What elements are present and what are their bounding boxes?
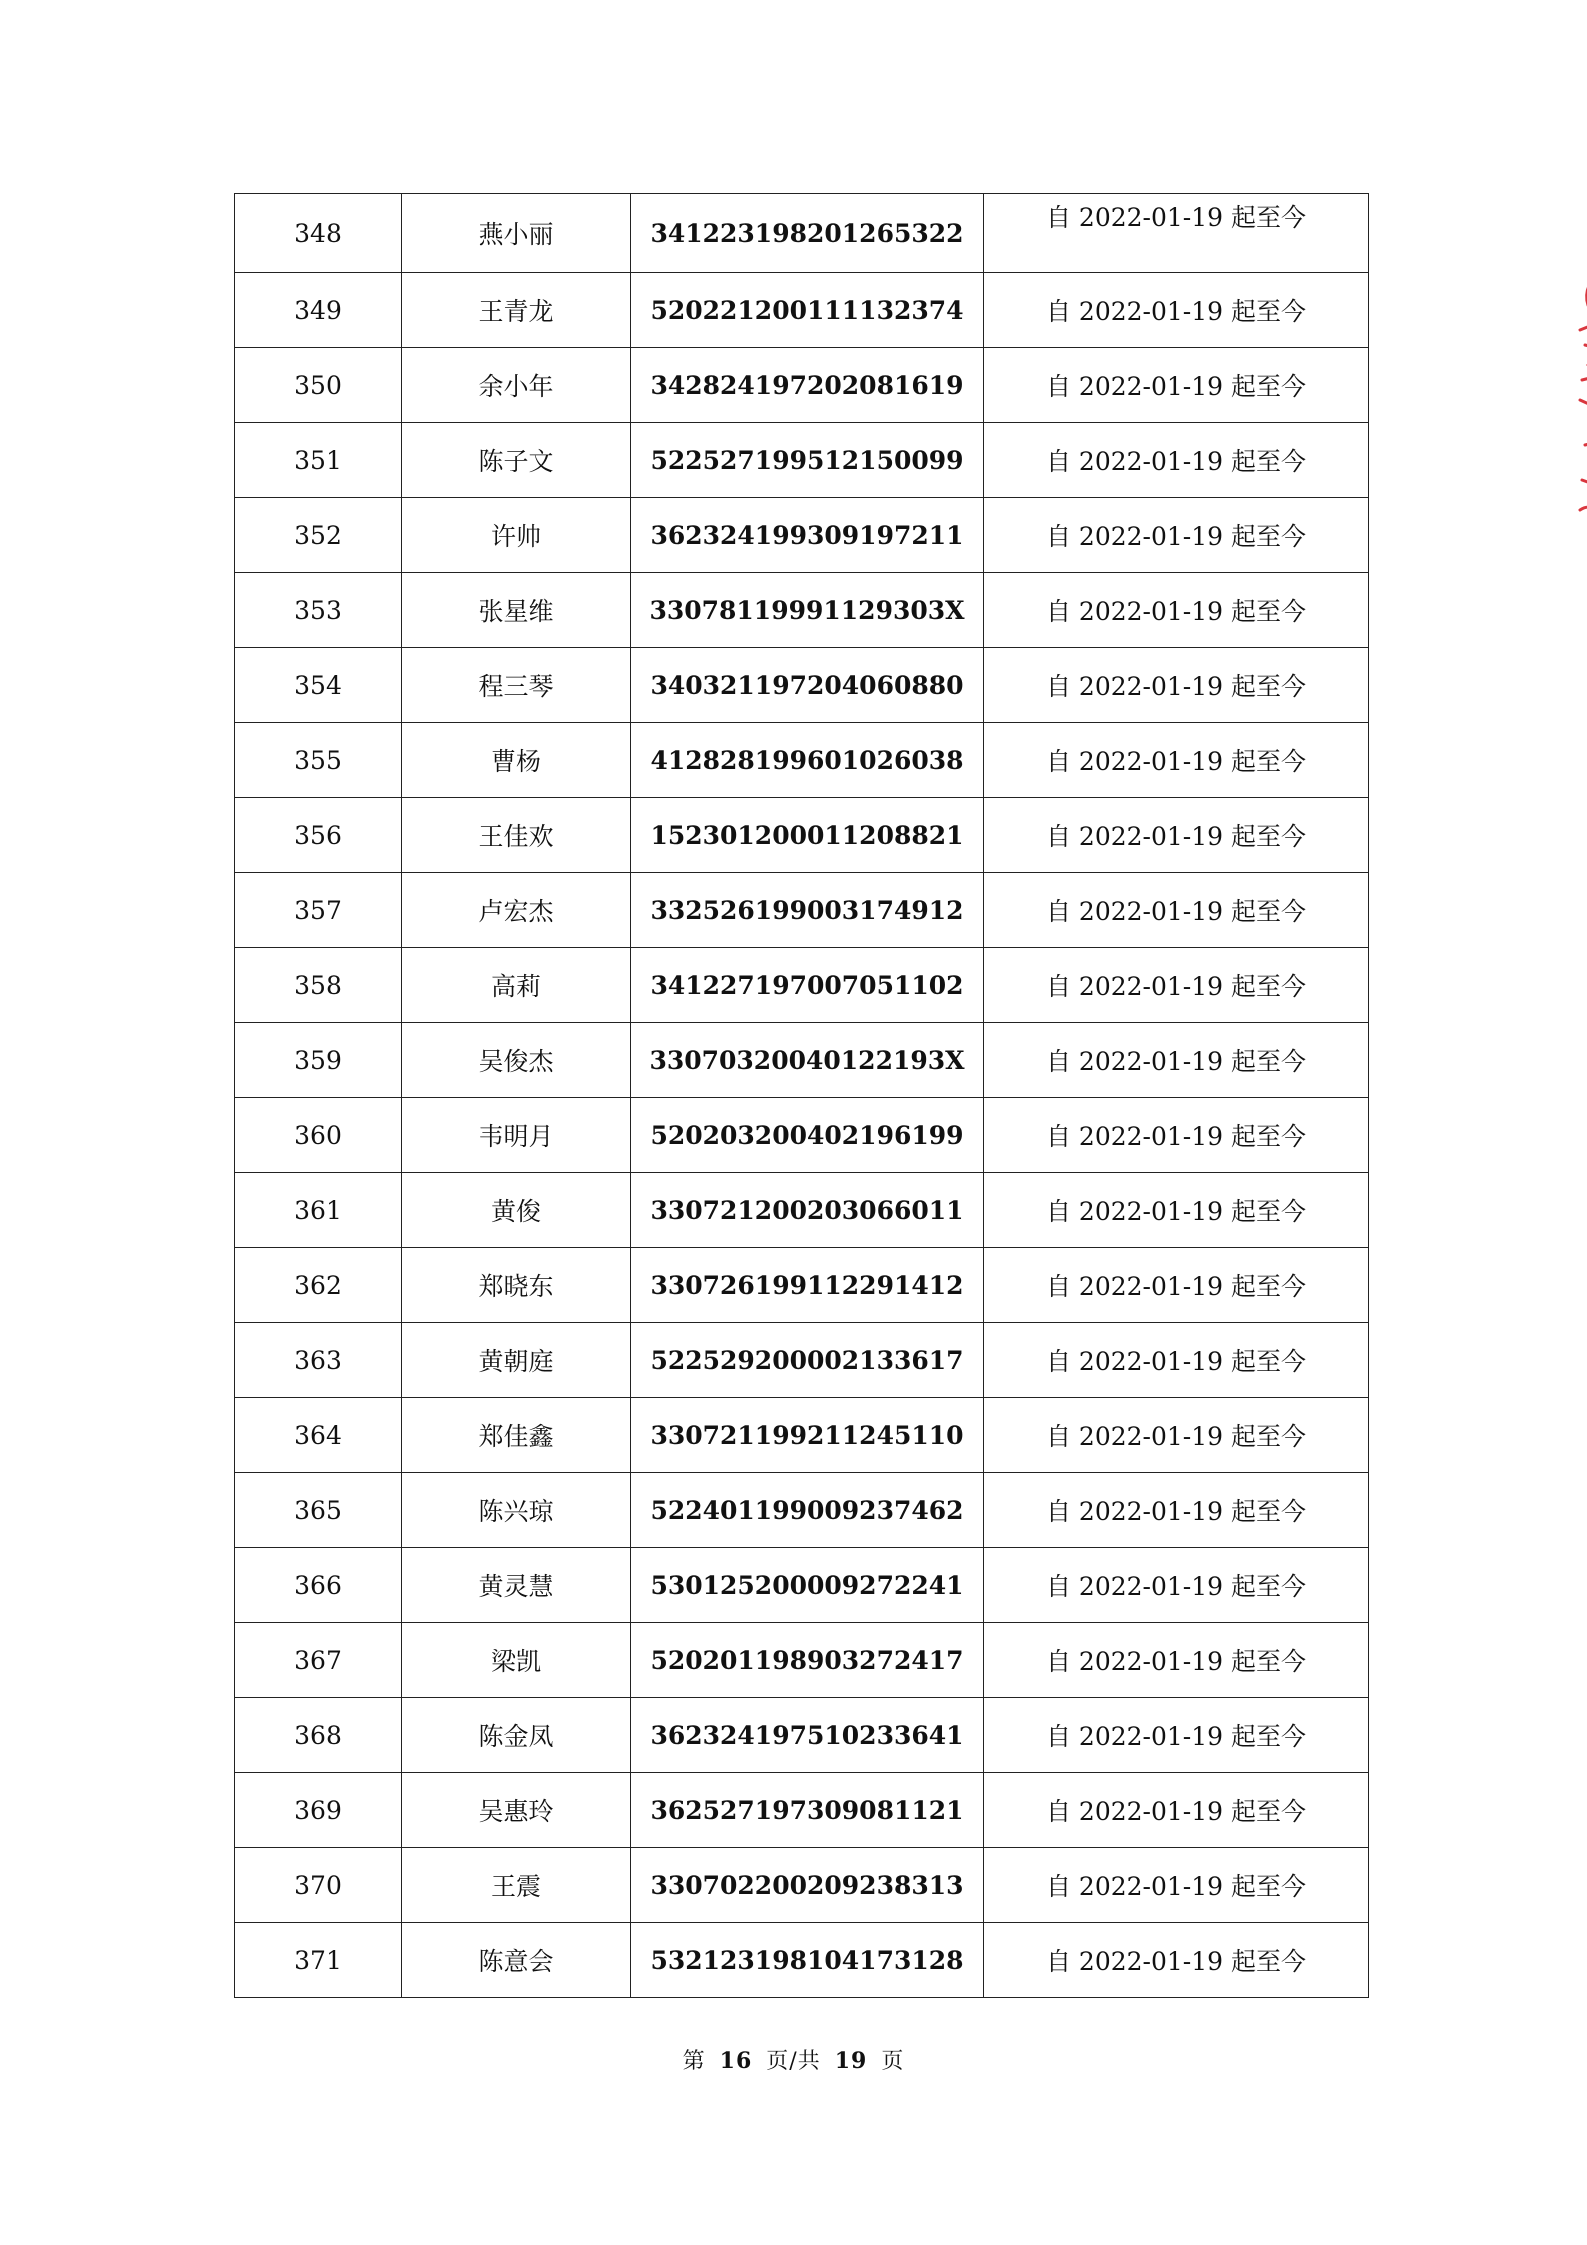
id-number-cell: 520203200402196199: [631, 1098, 984, 1173]
table-row: [235, 648, 1369, 723]
row-number-cell: 368: [235, 1698, 402, 1773]
roster-table-body: [235, 194, 1369, 1998]
name-cell: 郑晓东: [402, 1248, 631, 1323]
row-number-cell: 348: [235, 194, 402, 273]
id-number-cell: 330702200209238313: [631, 1848, 984, 1923]
name-cell: 吴俊杰: [402, 1023, 631, 1098]
id-number-cell: 330721199211245110: [631, 1398, 984, 1473]
name-cell: 陈金凤: [402, 1698, 631, 1773]
name-cell: 黄朝庭: [402, 1323, 631, 1398]
name-cell: 吴惠玲: [402, 1773, 631, 1848]
name-cell: 余小年: [402, 348, 631, 423]
period-cell: 自 2022-01-19 起至今: [984, 1473, 1369, 1548]
table-row: [235, 498, 1369, 573]
page-footer: [0, 2044, 1587, 2075]
table-row: [235, 798, 1369, 873]
footer-current-page: 16: [719, 2048, 753, 2074]
table-row: [235, 873, 1369, 948]
table-row: [235, 1623, 1369, 1698]
row-number-cell: 355: [235, 723, 402, 798]
id-number-cell: 362324197510233641: [631, 1698, 984, 1773]
table-row: [235, 1548, 1369, 1623]
table-row: [235, 1923, 1369, 1998]
id-number-cell: 330726199112291412: [631, 1248, 984, 1323]
row-number-cell: 349: [235, 273, 402, 348]
table-row: [235, 1398, 1369, 1473]
table-row: [235, 348, 1369, 423]
row-number-cell: 369: [235, 1773, 402, 1848]
row-number-cell: 367: [235, 1623, 402, 1698]
period-cell: 自 2022-01-19 起至今: [984, 1098, 1369, 1173]
id-number-cell: 362324199309197211: [631, 498, 984, 573]
table-row: [235, 1473, 1369, 1548]
period-cell: 自 2022-01-19 起至今: [984, 1323, 1369, 1398]
period-cell: 自 2022-01-19 起至今: [984, 423, 1369, 498]
period-cell: 自 2022-01-19 起至今: [984, 194, 1369, 273]
row-number-cell: 371: [235, 1923, 402, 1998]
row-number-cell: 365: [235, 1473, 402, 1548]
name-cell: 张星维: [402, 573, 631, 648]
name-cell: 王青龙: [402, 273, 631, 348]
table-row: [235, 723, 1369, 798]
name-cell: 梁凯: [402, 1623, 631, 1698]
period-cell: 自 2022-01-19 起至今: [984, 798, 1369, 873]
name-cell: 陈意会: [402, 1923, 631, 1998]
row-number-cell: 361: [235, 1173, 402, 1248]
name-cell: 程三琴: [402, 648, 631, 723]
footer-middle: 页/共: [766, 2049, 821, 2074]
row-number-cell: 362: [235, 1248, 402, 1323]
period-cell: 自 2022-01-19 起至今: [984, 273, 1369, 348]
period-cell: 自 2022-01-19 起至今: [984, 873, 1369, 948]
name-cell: 卢宏杰: [402, 873, 631, 948]
red-seal-icon: [1560, 250, 1587, 550]
table-row: [235, 1773, 1369, 1848]
roster-table: [234, 193, 1369, 1998]
table-row: [235, 948, 1369, 1023]
name-cell: 韦明月: [402, 1098, 631, 1173]
table-row: [235, 194, 1369, 273]
period-cell: 自 2022-01-19 起至今: [984, 1023, 1369, 1098]
table-row: [235, 1848, 1369, 1923]
period-cell: 自 2022-01-19 起至今: [984, 498, 1369, 573]
name-cell: 郑佳鑫: [402, 1398, 631, 1473]
name-cell: 许帅: [402, 498, 631, 573]
id-number-cell: 520201198903272417: [631, 1623, 984, 1698]
id-number-cell: 341227197007051102: [631, 948, 984, 1023]
row-number-cell: 357: [235, 873, 402, 948]
table-row: [235, 573, 1369, 648]
table-row: [235, 1248, 1369, 1323]
table-row: [235, 1698, 1369, 1773]
table-row: [235, 1323, 1369, 1398]
name-cell: 王震: [402, 1848, 631, 1923]
row-number-cell: 358: [235, 948, 402, 1023]
row-number-cell: 363: [235, 1323, 402, 1398]
table-row: [235, 423, 1369, 498]
name-cell: 燕小丽: [402, 194, 631, 273]
id-number-cell: 412828199601026038: [631, 723, 984, 798]
period-cell: 自 2022-01-19 起至今: [984, 573, 1369, 648]
name-cell: 陈子文: [402, 423, 631, 498]
id-number-cell: 152301200011208821: [631, 798, 984, 873]
period-cell: 自 2022-01-19 起至今: [984, 1248, 1369, 1323]
id-number-cell: 340321197204060880: [631, 648, 984, 723]
footer-suffix: 页: [881, 2049, 905, 2074]
period-cell: 自 2022-01-19 起至今: [984, 1773, 1369, 1848]
id-number-cell: 530125200009272241: [631, 1548, 984, 1623]
table-row: [235, 1098, 1369, 1173]
period-cell: 自 2022-01-19 起至今: [984, 1698, 1369, 1773]
id-number-cell: 522529200002133617: [631, 1323, 984, 1398]
name-cell: 王佳欢: [402, 798, 631, 873]
id-number-cell: 330721200203066011: [631, 1173, 984, 1248]
id-number-cell: 341223198201265322: [631, 194, 984, 273]
id-number-cell: 33070320040122193X: [631, 1023, 984, 1098]
period-cell: 自 2022-01-19 起至今: [984, 1923, 1369, 1998]
name-cell: 高莉: [402, 948, 631, 1023]
id-number-cell: 520221200111132374: [631, 273, 984, 348]
row-number-cell: 353: [235, 573, 402, 648]
id-number-cell: 522527199512150099: [631, 423, 984, 498]
row-number-cell: 360: [235, 1098, 402, 1173]
row-number-cell: 370: [235, 1848, 402, 1923]
period-cell: 自 2022-01-19 起至今: [984, 723, 1369, 798]
row-number-cell: 352: [235, 498, 402, 573]
id-number-cell: 342824197202081619: [631, 348, 984, 423]
row-number-cell: 366: [235, 1548, 402, 1623]
period-cell: 自 2022-01-19 起至今: [984, 948, 1369, 1023]
period-cell: 自 2022-01-19 起至今: [984, 1848, 1369, 1923]
table-row: [235, 1173, 1369, 1248]
name-cell: 陈兴琼: [402, 1473, 631, 1548]
period-cell: 自 2022-01-19 起至今: [984, 1623, 1369, 1698]
row-number-cell: 350: [235, 348, 402, 423]
row-number-cell: 364: [235, 1398, 402, 1473]
period-cell: 自 2022-01-19 起至今: [984, 1173, 1369, 1248]
row-number-cell: 359: [235, 1023, 402, 1098]
id-number-cell: 33078119991129303X: [631, 573, 984, 648]
name-cell: 黄灵慧: [402, 1548, 631, 1623]
table-row: [235, 273, 1369, 348]
name-cell: 黄俊: [402, 1173, 631, 1248]
name-cell: 曹杨: [402, 723, 631, 798]
period-cell: 自 2022-01-19 起至今: [984, 1398, 1369, 1473]
table-row: [235, 1023, 1369, 1098]
row-number-cell: 354: [235, 648, 402, 723]
id-number-cell: 332526199003174912: [631, 873, 984, 948]
row-number-cell: 351: [235, 423, 402, 498]
id-number-cell: 362527197309081121: [631, 1773, 984, 1848]
footer-prefix: 第: [682, 2049, 706, 2074]
row-number-cell: 356: [235, 798, 402, 873]
id-number-cell: 522401199009237462: [631, 1473, 984, 1548]
period-cell: 自 2022-01-19 起至今: [984, 1548, 1369, 1623]
period-cell: 自 2022-01-19 起至今: [984, 348, 1369, 423]
id-number-cell: 532123198104173128: [631, 1923, 984, 1998]
period-cell: 自 2022-01-19 起至今: [984, 648, 1369, 723]
roster-table-container: [234, 193, 1366, 1998]
footer-total-pages: 19: [834, 2048, 868, 2074]
